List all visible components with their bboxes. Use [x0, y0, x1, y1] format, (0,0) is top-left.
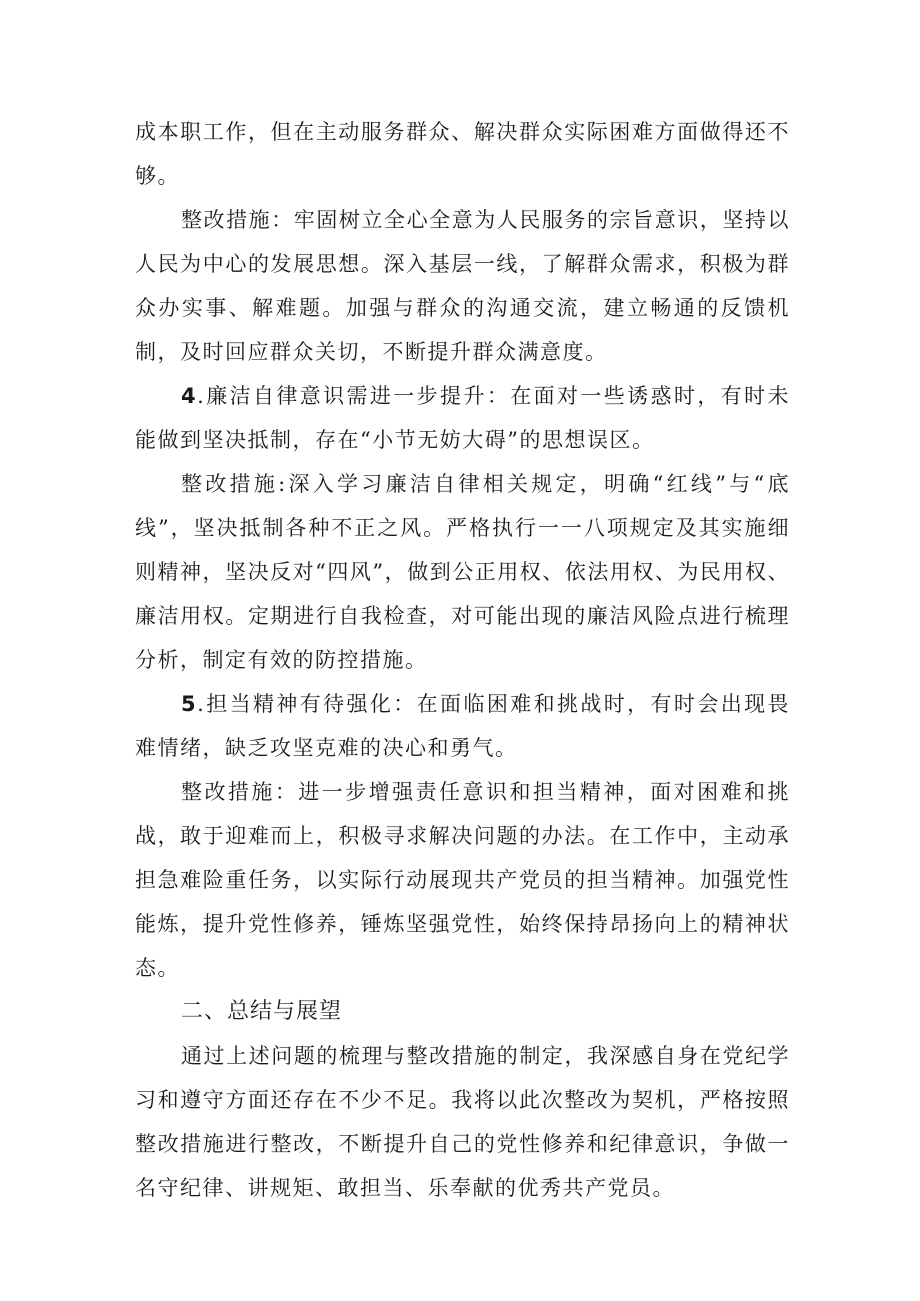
section-heading-summary: 二、总结与展望 [181, 999, 343, 1024]
paragraph-problem-5 [135, 682, 790, 770]
item-number-5: 5 [181, 692, 198, 716]
paragraph-continuation: 成本职工作，但在主动服务群众、解决群众实际困难方面做得还不够。 [135, 120, 790, 188]
paragraph-rectification-measures-3: 整改措施：牢固树立全心全意为人民服务的宗旨意识，坚持以人民为中心的发展思想。深入基层一线，了解群众需求，积极为群众办实事、解难题。加强与群众的沟通交流，建立畅通的反馈机制，及时回应群众关切，不断提升群众满意度。 [135, 208, 790, 364]
paragraph-rectification-measures-5: 整改措施：进一步增强责任意识和担当精神，面对困难和挑战，敢于迎难而上，积极寻求解决问题的办法。在工作中，主动承担急难险重任务，以实际行动展现共产党员的担当精神。加强党性能炼，提升党性修养，锤炼坚强党性，始终保持昂扬向上的精神状态。 [135, 780, 790, 980]
item-number-4: 4 [181, 384, 198, 408]
paragraph-rectification-measures-4: 整改措施:深入学习廉洁自律相关规定，明确“红线”与“底线”，坚决抵制各种不正之风。严格执行一一八项规定及其实施细则精神，坚决反对“四风”，做到公正用权、依法用权、为民用权、廉洁用权。定期进行自我检查，对可能出现的廉洁风险点进行梳理分析，制定有效的防控措施。 [135, 472, 790, 672]
document-body [135, 110, 790, 1210]
paragraph-problem-4 [135, 374, 790, 462]
problem-4-text: .廉洁自律意识需进一步提升：在面对一些诱惑时，有时未能做到坚决抵制，存在“小节无妨大碍”的思想误区。 [135, 384, 790, 452]
paragraph-summary: 通过上述问题的梳理与整改措施的制定，我深感自身在党纪学习和遵守方面还存在不少不足。我将以此次整改为契机，严格按照整改措施进行整改，不断提升自己的党性修养和纪律意识，争做一名守纪律、讲规矩、敢担当、乐奉献的优秀共产党员。 [135, 1044, 790, 1200]
problem-5-text: .担当精神有待强化：在面临困难和挑战时，有时会出现畏难情绪，缺乏攻坚克难的决心和勇气。 [135, 692, 790, 760]
